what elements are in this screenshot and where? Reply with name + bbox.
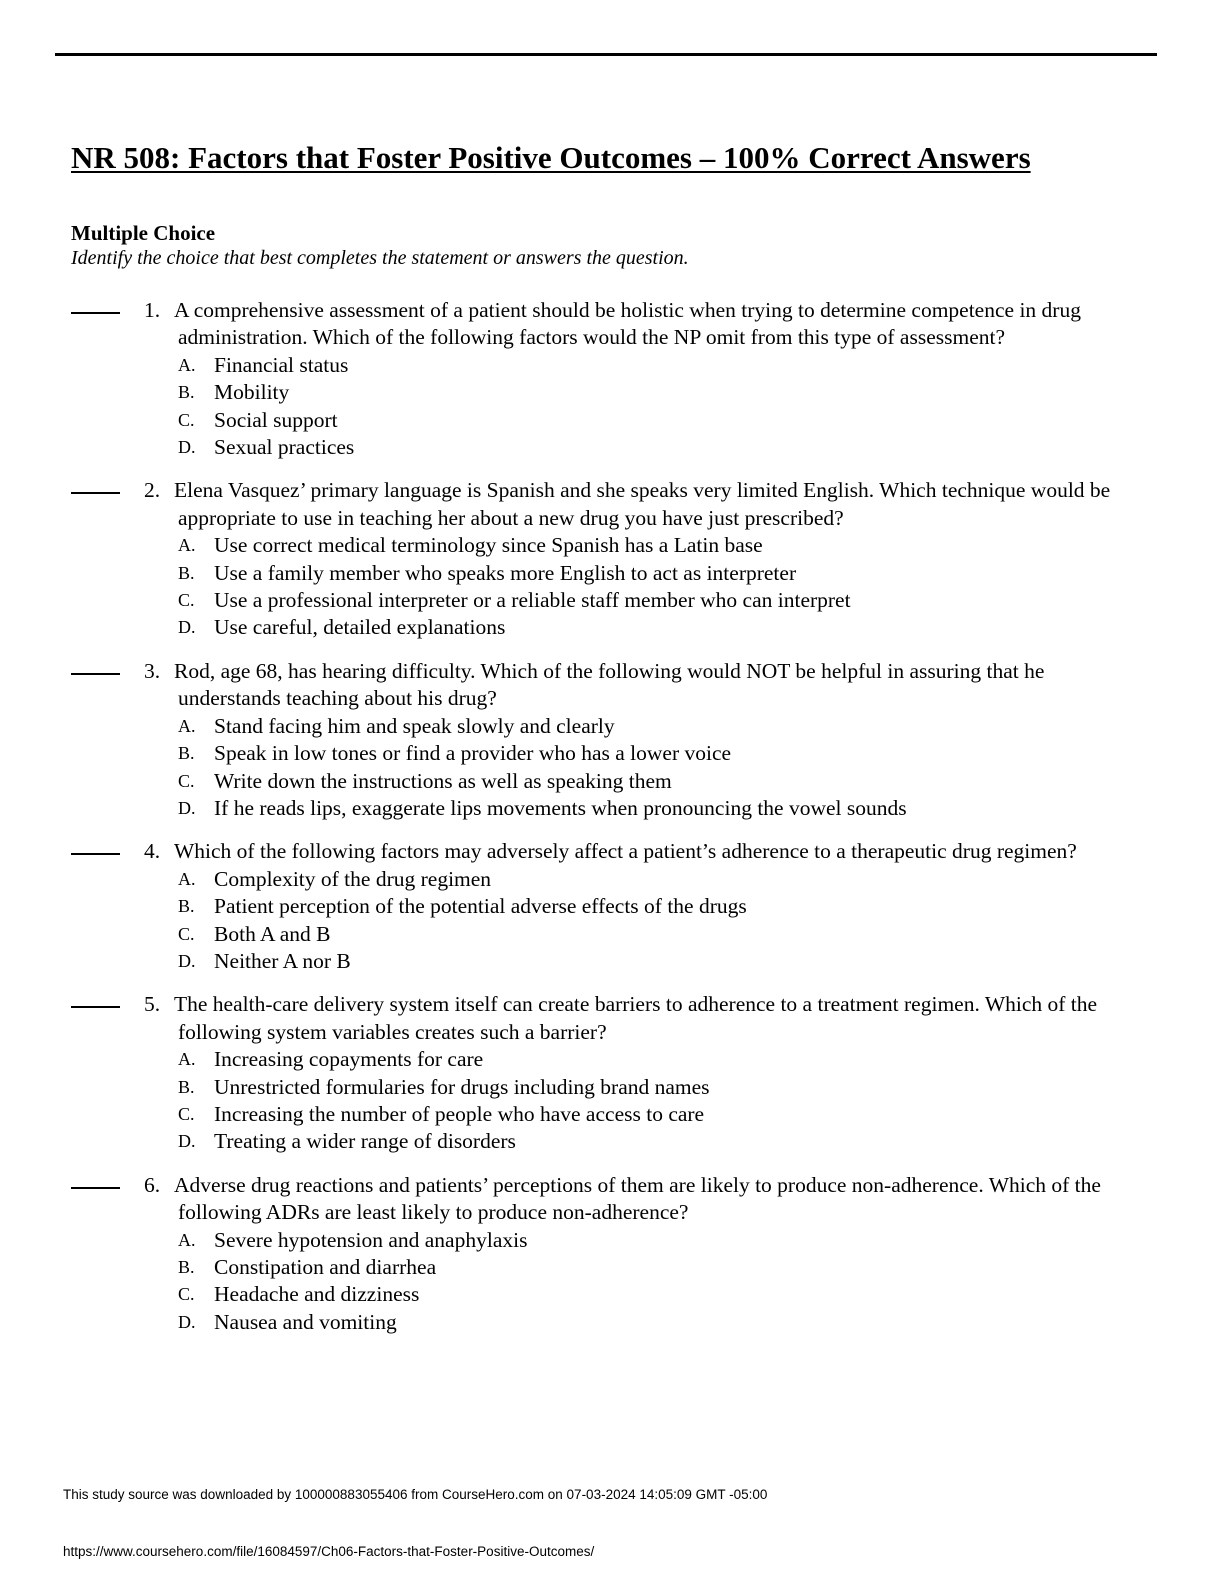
choice-text: Speak in low tones or find a provider who has a lower voice xyxy=(214,741,732,766)
choice-list xyxy=(0,866,1224,976)
choice-letter: B. xyxy=(178,1076,195,1097)
choice-letter: C. xyxy=(178,923,195,944)
choice-letter: B. xyxy=(178,896,195,917)
choice-item xyxy=(178,560,1224,587)
choice-letter: B. xyxy=(178,743,195,764)
question-number: 5. xyxy=(144,992,161,1017)
answer-blank xyxy=(71,312,120,314)
choice-text: Use a professional interpreter or a reliable staff member who can interpret xyxy=(214,588,851,613)
choice-item xyxy=(178,1046,1224,1073)
choice-text: Write down the instructions as well as speaking them xyxy=(214,768,672,793)
choice-letter: D. xyxy=(178,437,196,458)
choice-item xyxy=(178,893,1224,920)
choice-list xyxy=(0,1046,1224,1156)
source-url: https://www.coursehero.com/file/16084597/Ch06-Factors-that-Foster-Positive-Outcomes/ xyxy=(63,1544,595,1559)
choice-letter: C. xyxy=(178,590,195,611)
choice-letter: C. xyxy=(178,770,195,791)
choice-letter: D. xyxy=(178,950,196,971)
choice-item xyxy=(178,948,1224,975)
choice-text: Nausea and vomiting xyxy=(214,1309,397,1334)
choice-text: Sexual practices xyxy=(214,435,355,460)
choice-text: Stand facing him and speak slowly and clearly xyxy=(214,713,615,738)
choice-item xyxy=(178,352,1224,379)
choice-text: Headache and dizziness xyxy=(214,1282,420,1307)
choice-letter: C. xyxy=(178,1284,195,1305)
question-text: A comprehensive assessment of a patient should be holistic when trying to determine competence in drug administration. Which of the following factors would the NP omit from this type of assessment? xyxy=(174,298,1081,350)
question-text: Elena Vasquez’ primary language is Spanish and she speaks very limited English. Which technique would be appropriate to use in teaching her about a new drug you have just prescribed? xyxy=(174,478,1111,530)
question-text: Adverse drug reactions and patients’ perceptions of them are likely to produce non-adherence. Which of the following ADRs are least likely to produce non-adherence? xyxy=(174,1172,1101,1225)
choice-letter: D. xyxy=(178,617,196,638)
choice-item xyxy=(178,1128,1224,1155)
choice-item xyxy=(178,866,1224,893)
choice-letter: A. xyxy=(178,1229,196,1250)
question-text: Rod, age 68, has hearing difficulty. Which of the following would NOT be helpful in assuring that he understands teaching about his drug? xyxy=(174,658,1045,711)
choice-letter: A. xyxy=(178,535,196,556)
choice-letter: C. xyxy=(178,1103,195,1124)
choice-list xyxy=(0,1227,1224,1337)
choice-text: If he reads lips, exaggerate lips movements when pronouncing the vowel sounds xyxy=(214,795,907,820)
choice-text: Mobility xyxy=(214,380,290,405)
choice-list xyxy=(0,532,1224,642)
question-item xyxy=(0,297,1224,461)
choice-item xyxy=(178,407,1224,434)
choice-item xyxy=(178,1254,1224,1281)
choice-text: Both A and B xyxy=(214,921,331,946)
question-item xyxy=(0,477,1224,641)
page-title: NR 508: Factors that Foster Positive Outcomes – 100% Correct Answers xyxy=(71,140,1031,175)
choice-letter: D. xyxy=(178,1131,196,1152)
choice-item xyxy=(178,740,1224,767)
choice-item xyxy=(178,1281,1224,1308)
question-number: 1. xyxy=(144,298,161,322)
answer-blank xyxy=(71,853,120,855)
choice-list xyxy=(0,352,1224,462)
question-text: Which of the following factors may adversely affect a patient’s adherence to a therapeutic drug regimen? xyxy=(174,839,1077,864)
answer-blank xyxy=(71,1006,120,1008)
choice-text: Use correct medical terminology since Spanish has a Latin base xyxy=(214,533,763,558)
choice-text: Complexity of the drug regimen xyxy=(214,866,492,891)
question-number: 6. xyxy=(144,1172,161,1197)
answer-blank xyxy=(71,673,120,675)
choice-letter: A. xyxy=(178,1049,196,1070)
choice-list xyxy=(0,713,1224,823)
choice-text: Unrestricted formularies for drugs including brand names xyxy=(214,1074,710,1099)
instructions: Identify the choice that best completes the statement or answers the question. xyxy=(71,247,689,269)
choice-item xyxy=(178,1074,1224,1101)
choice-text: Social support xyxy=(214,407,338,432)
choice-letter: D. xyxy=(178,1311,196,1332)
choice-letter: B. xyxy=(178,562,195,583)
top-rule xyxy=(55,53,1157,56)
choice-letter: D. xyxy=(178,797,196,818)
choice-text: Constipation and diarrhea xyxy=(214,1255,437,1279)
choice-item xyxy=(178,1309,1224,1336)
choice-letter: A. xyxy=(178,868,196,889)
choice-item xyxy=(178,587,1224,614)
choice-item xyxy=(178,1227,1224,1254)
choice-item xyxy=(178,379,1224,406)
question-list xyxy=(0,297,1224,1352)
choice-text: Severe hypotension and anaphylaxis xyxy=(214,1227,528,1252)
choice-item xyxy=(178,434,1224,461)
download-source-note: This study source was downloaded by 100000883055406 from CourseHero.com on 07-03-2024 14:05:09 GMT -05:00 xyxy=(63,1487,768,1502)
choice-letter: B. xyxy=(178,1257,195,1277)
question-number: 2. xyxy=(144,478,161,503)
section-heading: Multiple Choice xyxy=(71,221,216,245)
choice-text: Use careful, detailed explanations xyxy=(214,615,506,640)
choice-letter: B. xyxy=(178,382,195,403)
choice-text: Increasing copayments for care xyxy=(214,1047,484,1072)
question-item xyxy=(0,658,1224,822)
choice-text: Use a family member who speaks more English to act as interpreter xyxy=(214,560,797,585)
choice-letter: C. xyxy=(178,409,195,430)
question-item xyxy=(0,838,1224,975)
choice-text: Treating a wider range of disorders xyxy=(214,1129,516,1154)
choice-item xyxy=(178,921,1224,948)
answer-blank xyxy=(71,1187,120,1189)
choice-letter: A. xyxy=(178,715,196,736)
question-number: 4. xyxy=(144,839,161,864)
question-text: The health-care delivery system itself can create barriers to adherence to a treatment regimen. Which of the following system variables creates such a barrier? xyxy=(174,992,1098,1044)
question-item xyxy=(0,1172,1224,1336)
choice-text: Patient perception of the potential adverse effects of the drugs xyxy=(214,894,747,919)
choice-text: Financial status xyxy=(214,352,349,377)
answer-blank xyxy=(71,492,120,494)
choice-item xyxy=(178,795,1224,822)
choice-item xyxy=(178,713,1224,740)
question-number: 3. xyxy=(144,658,161,683)
choice-text: Increasing the number of people who have access to care xyxy=(214,1101,705,1126)
choice-item xyxy=(178,768,1224,795)
choice-item xyxy=(178,614,1224,641)
choice-letter: A. xyxy=(178,354,196,375)
question-item xyxy=(0,991,1224,1155)
choice-item xyxy=(178,1101,1224,1128)
choice-text: Neither A nor B xyxy=(214,948,351,973)
choice-item xyxy=(178,532,1224,559)
